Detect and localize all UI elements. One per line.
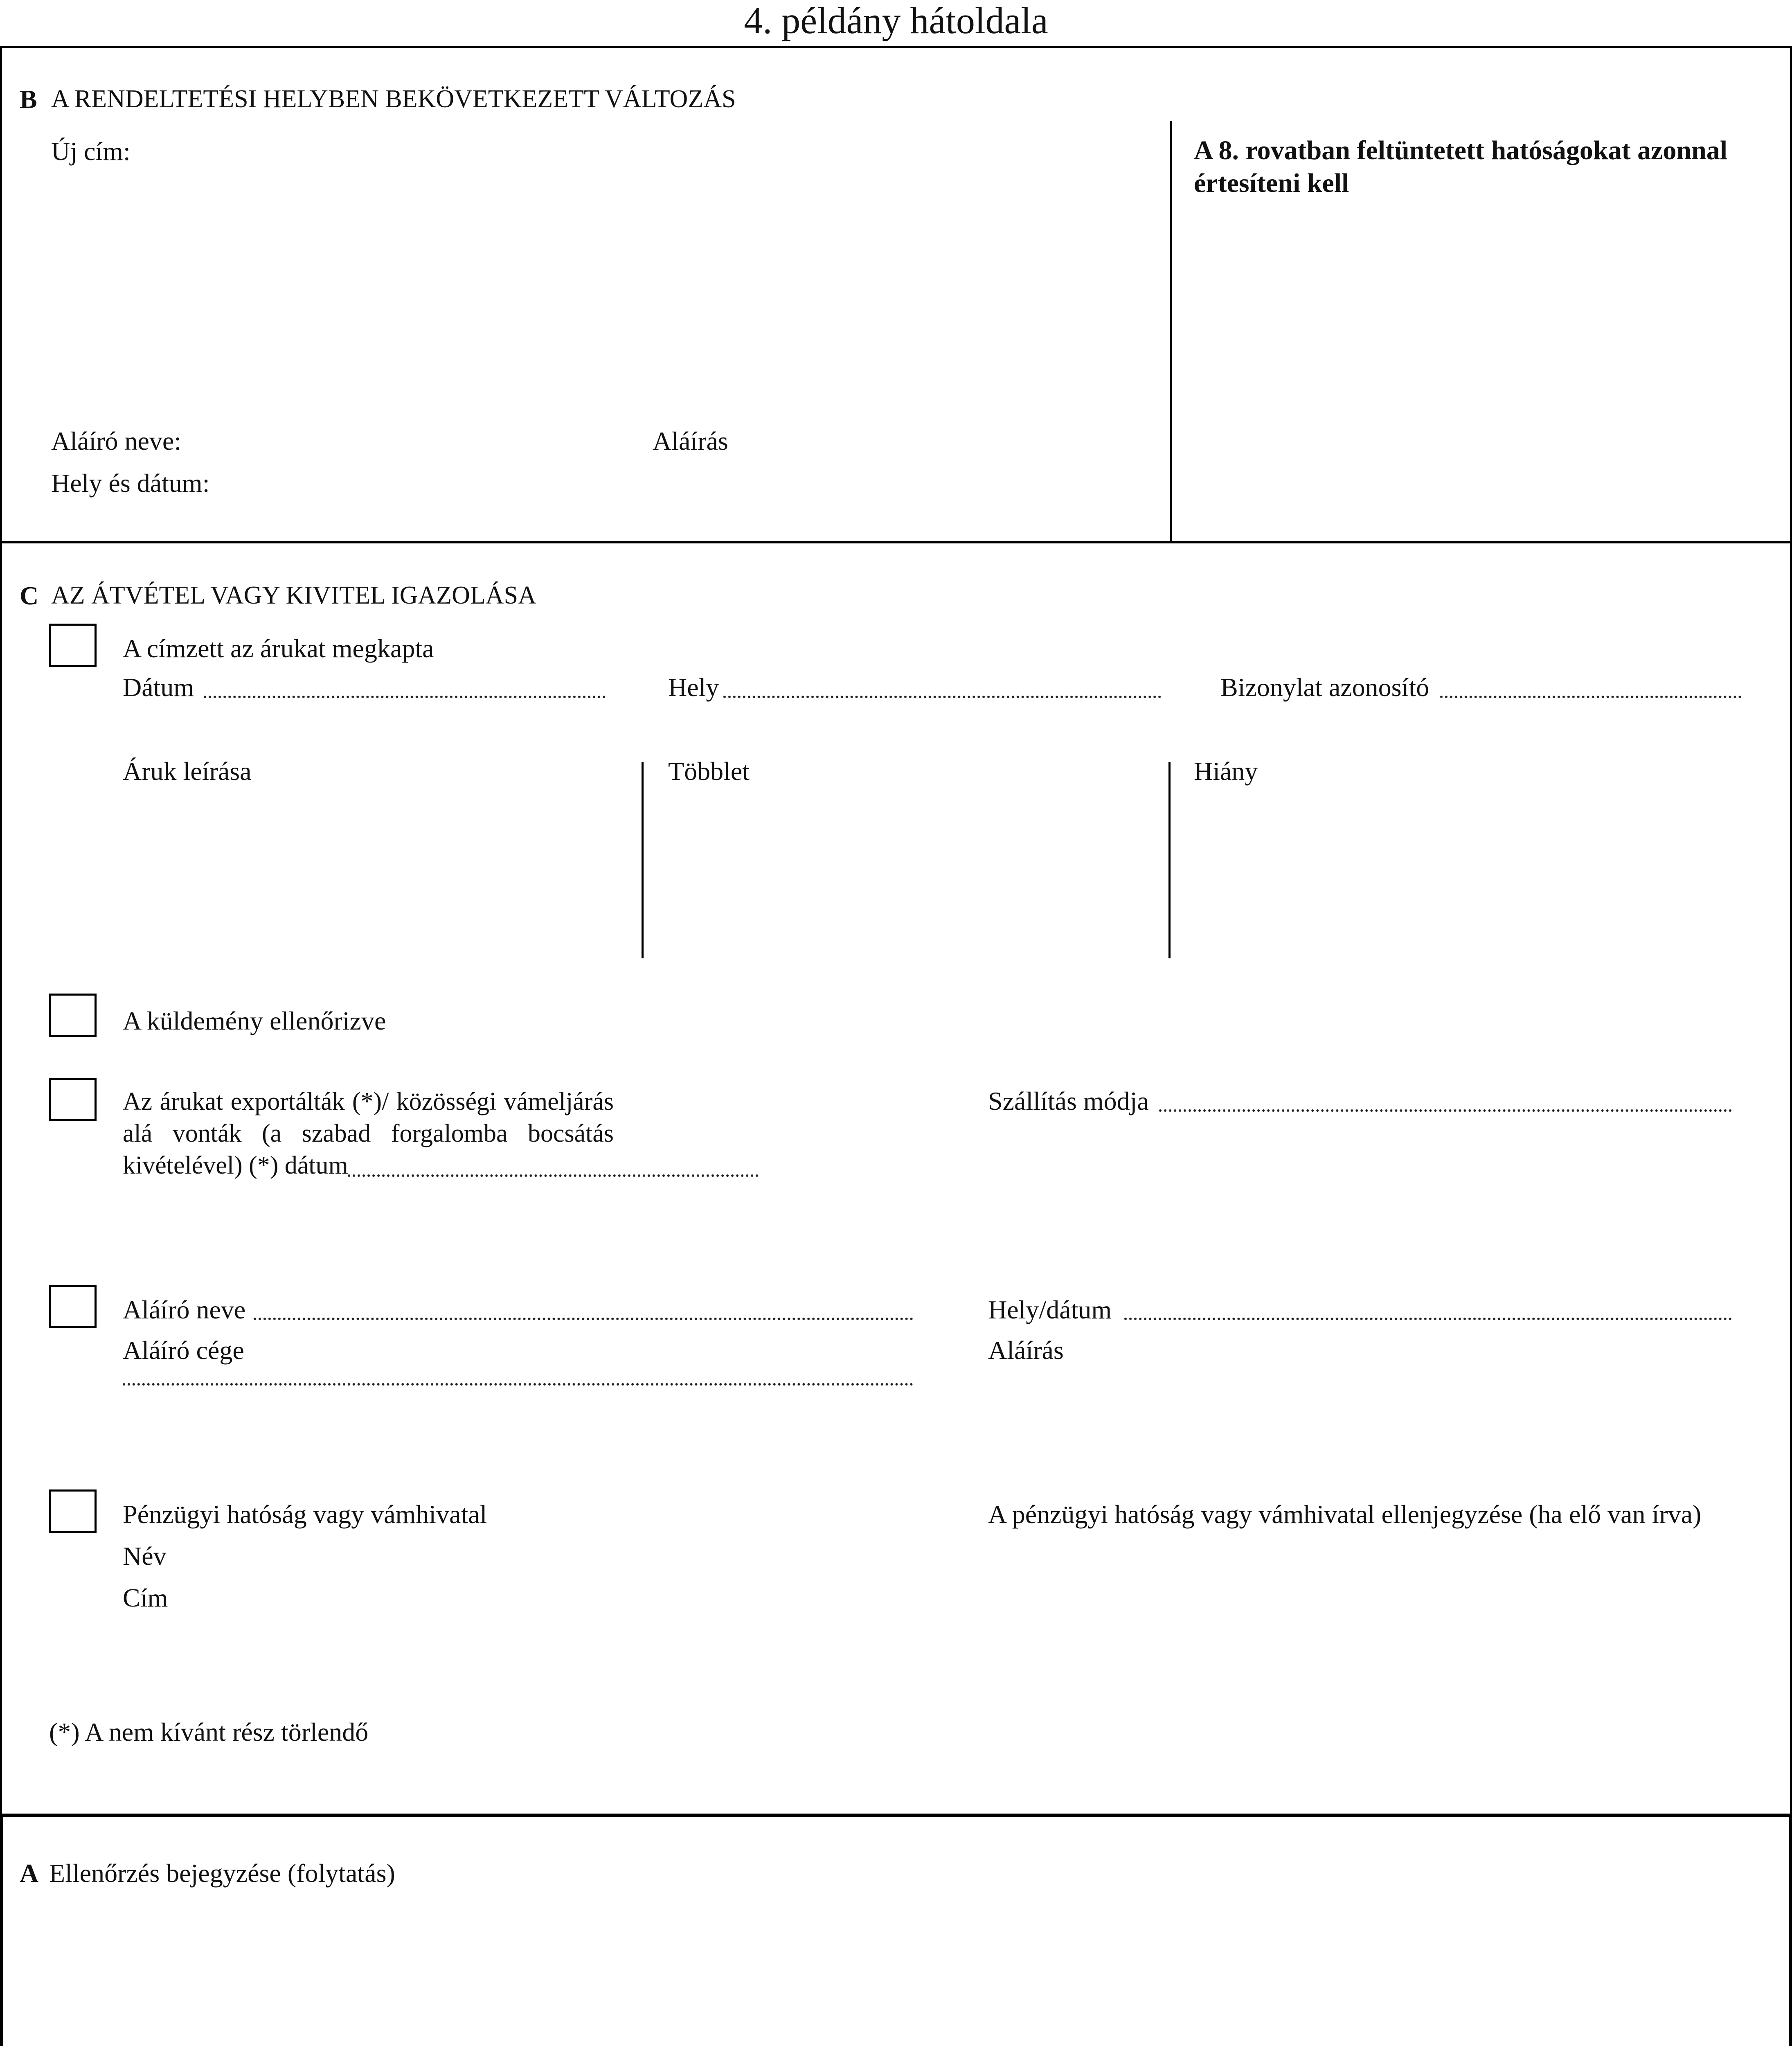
control-entry-field[interactable] [20,1907,1771,2046]
received-place-field[interactable] [723,696,1161,698]
exported-date-field[interactable] [348,1174,759,1177]
section-b-letter: B [20,85,37,114]
c-signatory-company-field[interactable] [123,1383,913,1386]
received-date-field[interactable] [204,696,606,698]
authority-notice-text: A 8. rovatban feltüntetett hatóságokat azonnal értesíteni kell [1194,135,1728,198]
consignment-checkbox[interactable] [49,994,97,1037]
page-title: 4. példány hátoldala [744,0,1048,41]
received-place-label: Hely [668,673,719,702]
section-a-letter: A [20,1859,39,1888]
consignment-checked-label: A küldemény ellenőrizve [123,1006,386,1035]
transport-mode-label: Szállítás módja [988,1086,1149,1115]
footnote: (*) A nem kívánt rész törlendő [49,1717,369,1746]
new-address-field[interactable] [51,168,1152,397]
section-a-heading: Ellenőrzés bejegyzése (folytatás) [49,1859,395,1888]
doc-id-label: Bizonylat azonosító [1220,673,1430,702]
section-b-heading: A RENDELTETÉSI HELYBEN BEKÖVETKEZETT VÁLTOZÁS [51,85,736,113]
authority-address-label: Cím [123,1583,168,1612]
c-signatory-company-label: Aláíró cége [123,1336,244,1365]
goods-divider-2 [1168,762,1171,958]
section-b-divider [1170,121,1172,543]
c-place-date-field[interactable] [1124,1318,1732,1320]
received-date-label: Dátum [123,673,194,702]
shortage-label: Hiány [1194,757,1258,786]
surplus-label: Többlet [668,757,750,786]
goods-divider-1 [642,762,644,958]
new-address-label: Új cím: [51,137,131,166]
authority-name-label: Név [123,1541,167,1571]
transport-mode-field[interactable] [1159,1109,1732,1112]
authority-notice [1194,134,1775,200]
goods-description-label: Áruk leírása [123,757,252,786]
c-signature-label: Aláírás [988,1336,1064,1365]
c-signatory-name-label: Aláíró neve [123,1295,246,1324]
authority-checkbox[interactable] [49,1489,97,1533]
exported-checkbox[interactable] [49,1078,97,1121]
doc-id-field[interactable] [1440,696,1741,698]
received-label: A címzett az árukat megkapta [123,634,434,663]
received-checkbox[interactable] [49,624,97,667]
c-signatory-name-field[interactable] [254,1318,913,1320]
exported-text: Az árukat exportálták (*)/ közösségi vámeljárás alá vonták (a szabad forgalomba bocsátás kivételével) (*) dátum [123,1088,614,1179]
section-c-heading: AZ ÁTVÉTEL VAGY KIVITEL IGAZOLÁSA [51,581,536,609]
b-signatory-name-label: Aláíró neve: [51,426,182,455]
authority-label: Pénzügyi hatóság vagy vámhivatal [123,1500,487,1529]
signatory-checkbox[interactable] [49,1285,97,1328]
b-signature-label: Aláírás [653,426,728,455]
countersign-label: A pénzügyi hatóság vagy vámhivatal ellenjegyzése (ha elő van írva) [988,1500,1702,1529]
section-c-letter: C [20,581,39,610]
b-place-date-label: Hely és dátum: [51,469,210,498]
c-place-date-label: Hely/dátum [988,1295,1112,1324]
